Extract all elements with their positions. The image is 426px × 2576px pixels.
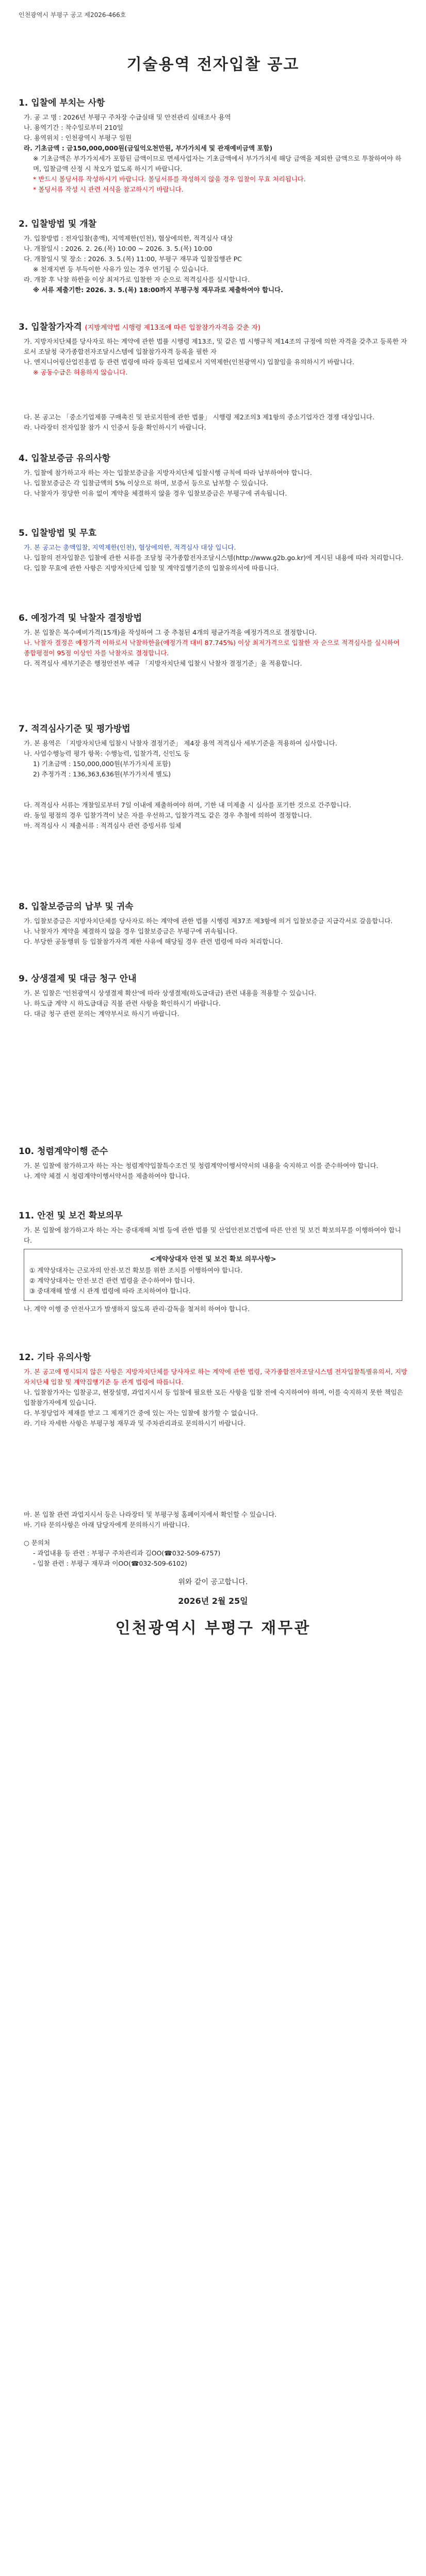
section-9-heading: 9. 상생결제 및 대금 청구 안내 xyxy=(19,974,137,984)
s7-line: 나. 사업수행능력 평가 항목: 수행능력, 입찰가격, 신인도 등 xyxy=(24,750,190,757)
s2-line: 라. 개찰 후 낙찰 하한율 이상 최저가로 입찰한 자 순으로 적격심사를 실시합니다. xyxy=(24,276,250,283)
section-10 xyxy=(19,1144,407,1181)
notice-title: 기술용역 전자입찰 공고 xyxy=(126,56,300,74)
s9-line: 다. 대금 청구 관련 문의는 계약부서로 하시기 바랍니다. xyxy=(24,1010,179,1018)
s8-line: 나. 낙찰자가 계약을 체결하지 않을 경우 입찰보증금은 부평구에 귀속됩니다. xyxy=(24,927,238,935)
s12-line: 다. 부정당업자 제재를 받고 그 제재기간 중에 있는 자는 입찰에 참가할 수 없습니다. xyxy=(24,1409,258,1417)
contact-line: - 과업내용 등 관련 : 부평구 주차관리과 김OO(☎032-509-6757) xyxy=(33,1549,221,1557)
contact-section xyxy=(19,1538,407,1569)
section-7-heading: 7. 적격심사기준 및 평가방법 xyxy=(19,724,130,734)
section-3-subtitle: (지방계약법 시행령 제13조에 따른 입찰참가자격을 갖춘 자) xyxy=(85,324,260,332)
section-5 xyxy=(19,526,407,573)
s8-line: 다. 부당한 공동행위 등 입찰참가자격 제한 사유에 해당될 경우 관련 법령에 따라 처리합니다. xyxy=(24,938,283,945)
issuing-organization: 인천광역시 부평구 재무관 xyxy=(115,1619,311,1637)
s12-line: 나. 입찰참가자는 입찰공고, 현장설명, 과업지시서 등 입찰에 필요한 모든 사항을 입찰 전에 숙지하여야 하며, 이를 숙지하지 못한 책임은 입찰참가자에게 있습니다. xyxy=(24,1388,403,1406)
s3b-line: 다. 본 공고는 「중소기업제품 구매촉진 및 판로지원에 관한 법률」 시행령 제2조의3 제1항의 중소기업자간 경쟁 대상입니다. xyxy=(24,413,374,421)
section-8-heading: 8. 입찰보증금의 납부 및 귀속 xyxy=(19,902,134,912)
contact-line: ○ 문의처 xyxy=(24,1539,51,1547)
s13-line: 마. 본 입찰 관련 과업지시서 등은 나라장터 및 부평구청 홈페이지에서 확인할 수 있습니다. xyxy=(24,1511,277,1518)
s2-line: ※ 천재지변 등 부득이한 사유가 있는 경우 연기될 수 있습니다. xyxy=(33,265,209,273)
s7-line: 가. 본 용역은 「지방자치단체 입찰시 낙찰자 결정기준」 제4장 용역 적격심사 세부기준을 적용하여 심사합니다. xyxy=(24,739,337,747)
contact-line: - 입찰 관련 : 부평구 재무과 이OO(☎032-509-6102) xyxy=(33,1560,187,1567)
section-8 xyxy=(19,899,407,947)
s4-line: 나. 입찰보증금은 각 입찰금액의 5% 이상으로 하며, 보증서 등으로 납부할 수 있습니다. xyxy=(24,479,268,487)
section-4-heading: 4. 입찰보증금 유의사항 xyxy=(19,453,110,464)
closing-statement: 위와 같이 공고합니다. xyxy=(178,1578,248,1586)
s1-line: 나. 용역기간 : 착수일로부터 210일 xyxy=(24,124,123,131)
section-3 xyxy=(19,319,407,378)
section-11 xyxy=(19,1208,407,1314)
s2-line: ※ 서류 제출기한: 2026. 3. 5.(목) 18:00까지 부평구청 재무과로 제출하여야 합니다. xyxy=(33,286,283,294)
s4-line: 가. 입찰에 참가하고자 하는 자는 입찰보증금을 지방자치단체 입찰시행 규칙에 따라 납부하여야 합니다. xyxy=(24,469,312,477)
section-2-heading: 2. 입찰방법 및 개찰 xyxy=(19,219,96,229)
section-4 xyxy=(19,451,407,499)
s6-line: 다. 적격심사 세부기준은 행정안전부 예규 「지방자치단체 입찰시 낙찰자 결정기준」을 적용합니다. xyxy=(24,659,302,667)
section-5-heading: 5. 입찰방법 및 무효 xyxy=(19,528,96,538)
s12-line: 가. 본 공고에 명시되지 않은 사항은 지방자치단체를 당사자로 하는 계약에 관한 법령, 국가종합전자조달시스템 전자입찰특별유의서, 지방자치단체 입찰 및 계약집행기준 등 관계 법령에 따릅니다. xyxy=(24,1368,407,1386)
s12-line: 라. 기타 자세한 사항은 부평구청 재무과 및 주차관리과로 문의하시기 바랍니다. xyxy=(24,1419,246,1427)
section-6-heading: 6. 예정가격 및 낙찰자 결정방법 xyxy=(19,613,142,623)
s7-line: 1) 기초금액 : 150,000,000원(부가가치세 포함) xyxy=(33,760,171,768)
section-10-heading: 10. 청렴계약이행 준수 xyxy=(19,1146,108,1157)
s7-line: 라. 동일 평점의 경우 입찰가격이 낮은 자를 우선하고, 입찰가격도 같은 경우 추첨에 의하여 결정합니다. xyxy=(24,811,312,819)
s9-line: 가. 본 입찰은 '인천광역시 상생결제 확산'에 따라 상생결제(하도급대금) 관련 내용을 적용할 수 있습니다. xyxy=(24,989,317,997)
s3-line: 나. 엔지니어링산업진흥법 등 관련 법령에 따라 등록된 업체로서 지역제한(인천광역시) 입찰임을 유의하시기 바랍니다. xyxy=(24,358,355,366)
s5-line: 다. 입찰 무효에 관한 사항은 지방자치단체 입찰 및 계약집행기준의 입찰유의서에 따릅니다. xyxy=(24,564,279,572)
s3-line: 가. 지방자치단체를 당사자로 하는 계약에 관한 법률 시행령 제13조, 및 같은 법 시행규칙 제14조의 규정에 의한 자격을 갖추고 등록한 자로서 조달청 국가종합전자조달시스템에 입찰참가자격 등록을 필한 자 xyxy=(24,337,407,355)
section-1 xyxy=(19,95,407,195)
s2-line: 다. 개찰일시 및 장소 : 2026. 3. 5.(목) 11:00, 부평구 재무과 입찰집행관 PC xyxy=(24,255,242,263)
s3b-line: 라. 나라장터 전자입찰 참가 시 인증서 등을 확인하시기 바랍니다. xyxy=(24,423,206,431)
s9-line: 나. 하도급 계약 시 하도급대금 직불 관련 사항을 확인하시기 바랍니다. xyxy=(24,999,221,1007)
safety-box-item: ① 계약상대자는 근로자의 안전·보건 확보를 위한 조치를 이행하여야 합니다. xyxy=(29,1266,243,1274)
section-11-heading: 11. 안전 및 보건 확보의무 xyxy=(19,1211,123,1221)
s7-line: 마. 적격심사 시 제출서류 : 적격심사 관련 증빙서류 일체 xyxy=(24,822,182,829)
s6-line: 가. 본 입찰은 복수예비가격(15개)을 작성하여 그 중 추첨된 4개의 평균가격을 예정가격으로 결정합니다. xyxy=(24,629,317,636)
s1-line: * 반드시 볼딩서류 작성하시기 바랍니다. 볼딩서류를 작성하지 않을 경우 입찰이 무효 처리됩니다. xyxy=(33,175,306,183)
section-9 xyxy=(19,971,407,1019)
notice-number: 인천광역시 부평구 공고 제2026-466호 xyxy=(19,11,126,19)
s2-line: 가. 입찰방법 : 전자입찰(총액), 지역제한(인천), 협상에의한, 적격심사 대상 xyxy=(24,234,233,242)
s2-line: 나. 개찰일시 : 2026. 2. 26.(목) 10:00 ~ 2026. 3. 5.(목) 10:00 xyxy=(24,245,212,252)
section-3-title: 3. 입찰참가자격 xyxy=(19,322,82,332)
s4-line: 다. 낙찰자가 정당한 이유 없이 계약을 체결하지 않을 경우 입찰보증금은 부평구에 귀속됩니다. xyxy=(24,489,287,497)
section-6 xyxy=(19,611,407,669)
section-2 xyxy=(19,216,407,295)
s5-line: 나. 입찰의 전자입찰은 입찰에 관한 서류를 조달청 국가종합전자조달시스템(http://www.g2b.go.kr)에 게시된 내용에 따라 처리합니다. xyxy=(24,554,404,562)
section-3-continued xyxy=(19,412,407,433)
s1-line: 라. 기초금액 : 금150,000,000원(금일억오천만원, 부가가치세 및 관재예비금액 포함) xyxy=(24,144,273,152)
s7-line: 다. 적격심사 서류는 개찰일로부터 7일 이내에 제출하여야 하며, 기한 내 미제출 시 심사를 포기한 것으로 간주합니다. xyxy=(24,801,351,809)
s11-line: 가. 본 입찰에 참가하고자 하는 자는 중대재해 처벌 등에 관한 법률 및 산업안전보건법에 따른 안전 및 보건 확보의무를 이행하여야 합니다. xyxy=(24,1226,401,1244)
safety-box-title: <계약상대자 안전 및 보건 확보 의무사항> xyxy=(150,1256,276,1263)
s1-line: 가. 공 고 명 : 2026년 부평구 주차장 수급실태 및 안전관리 실태조사 용역 xyxy=(24,113,231,121)
s10-line: 가. 본 입찰에 참가하고자 하는 자는 청렴계약입찰특수조건 및 청렴계약이행서약서의 내용을 숙지하고 이를 준수하여야 합니다. xyxy=(24,1162,379,1170)
section-3-heading xyxy=(19,319,407,332)
s6-line: 나. 낙찰자 결정은 예정가격 이하로서 낙찰하한율(예정가격 대비 87.745%) 이상 최저가격으로 입찰한 자 순으로 적격심사를 실시하여 종합평점이 95점 이상인 자를 낙찰자로 결정합니다. xyxy=(24,639,400,657)
safety-obligation-box xyxy=(24,1249,402,1301)
s5-line: 가. 본 공고는 총액입찰, 지역제한(인천), 협상에의한, 적격심사 대상 입니다. xyxy=(24,544,236,551)
s1-line: ※ 기초금액은 부가가치세가 포함된 금액이므로 면세사업자는 기초금액에서 부가가치세 해당 금액을 제외한 금액으로 투찰하여야 하며, 입찰금액 산정 시 착오가 없도록 하시기 바랍니다. xyxy=(33,155,402,173)
s1-line: 다. 용역위치 : 인천광역시 부평구 일원 xyxy=(24,134,132,142)
section-12-heading: 12. 기타 유의사항 xyxy=(19,1352,91,1363)
s8-line: 가. 입찰보증금은 지방자치단체를 당사자로 하는 계약에 관한 법률 시행령 제37조 제3항에 의거 입찰보증금 지급각서로 갈음합니다. xyxy=(24,917,393,925)
s7-line: 2) 추정가격 : 136,363,636원(부가가치세 별도) xyxy=(33,770,171,778)
section-12 xyxy=(19,1350,407,1429)
section-1-heading: 1. 입찰에 부치는 사항 xyxy=(19,98,105,108)
s13-line: 바. 기타 문의사항은 아래 담당자에게 문의하시기 바랍니다. xyxy=(24,1521,190,1529)
s11-line: 나. 계약 이행 중 안전사고가 발생하지 않도록 관리·감독을 철저히 하여야 합니다. xyxy=(24,1305,250,1313)
section-13 xyxy=(19,1510,407,1530)
s1-line: * 볼딩서류 작성 시 관련 서식을 참고하시기 바랍니다. xyxy=(33,185,184,193)
section-7 xyxy=(19,721,407,831)
s3-line: ※ 공동수급은 허용하지 않습니다. xyxy=(33,368,128,376)
safety-box-item: ② 계약상대자는 안전·보건 관련 법령을 준수하여야 합니다. xyxy=(29,1277,195,1284)
safety-box-item: ③ 중대재해 발생 시 관계 법령에 따라 조치하여야 합니다. xyxy=(29,1287,191,1295)
notice-date: 2026년 2월 25일 xyxy=(178,1596,248,1606)
s10-line: 나. 계약 체결 시 청렴계약이행서약서를 제출하여야 합니다. xyxy=(24,1172,190,1180)
